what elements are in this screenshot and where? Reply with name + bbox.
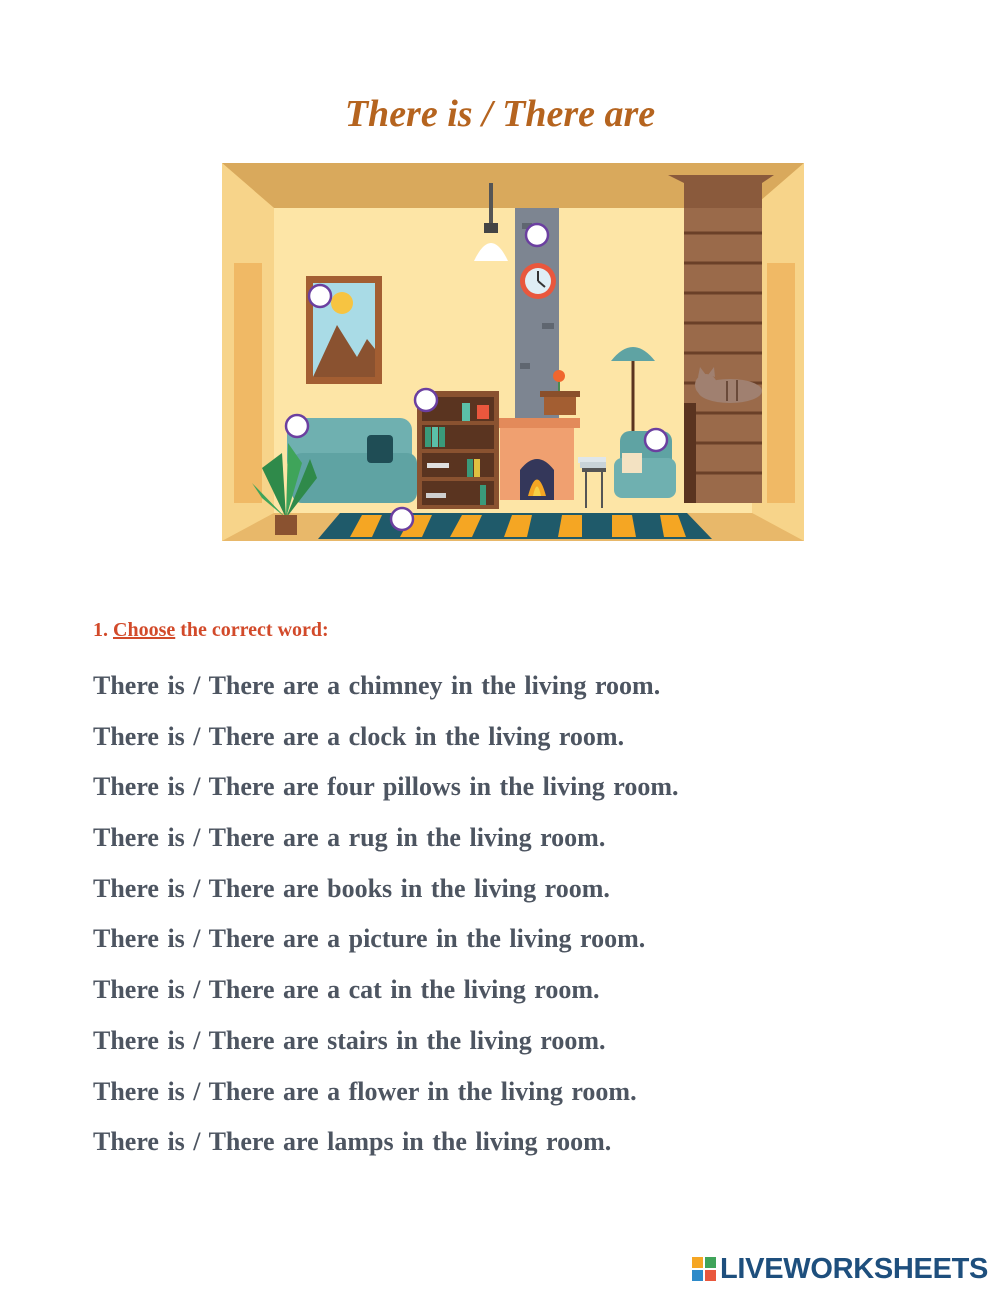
living-room-illustration bbox=[222, 163, 804, 541]
sentence-text: lamps in the living room. bbox=[327, 1127, 612, 1157]
sentence-row bbox=[93, 664, 679, 715]
instruction-text: the correct word: bbox=[175, 619, 329, 641]
option-separator: / bbox=[193, 1127, 201, 1157]
option-separator: / bbox=[193, 975, 201, 1005]
option-there-is[interactable]: There is bbox=[93, 924, 185, 954]
sentence-row bbox=[93, 765, 679, 816]
option-there-are[interactable]: There are bbox=[208, 873, 319, 903]
sentence-row bbox=[93, 715, 679, 766]
sentence-list bbox=[93, 664, 679, 1171]
option-separator: / bbox=[193, 1076, 201, 1106]
sentence-text: a clock in the living room. bbox=[327, 721, 625, 751]
instruction-underlined-word: Choose bbox=[113, 619, 176, 641]
option-there-is[interactable]: There is bbox=[93, 1127, 185, 1157]
sentence-row bbox=[93, 1070, 679, 1121]
sentence-row bbox=[93, 1120, 679, 1171]
sentence-text: four pillows in the living room. bbox=[327, 772, 679, 802]
option-there-are[interactable]: There are bbox=[208, 1076, 319, 1106]
worksheet-title: There is / There are bbox=[344, 93, 656, 135]
instruction-number: 1. bbox=[93, 619, 108, 641]
option-there-are[interactable]: There are bbox=[208, 823, 319, 853]
option-there-is[interactable]: There is bbox=[93, 873, 185, 903]
option-there-is[interactable]: There is bbox=[93, 721, 185, 751]
sentence-text: a picture in the living room. bbox=[327, 924, 646, 954]
option-there-are[interactable]: There are bbox=[208, 772, 319, 802]
option-there-is[interactable]: There is bbox=[93, 772, 185, 802]
answer-hotspot-6[interactable] bbox=[391, 508, 413, 530]
sentence-text: stairs in the living room. bbox=[327, 1025, 606, 1055]
option-separator: / bbox=[193, 873, 201, 903]
option-separator: / bbox=[193, 823, 201, 853]
sentence-text: a rug in the living room. bbox=[327, 823, 606, 853]
option-there-are[interactable]: There are bbox=[208, 721, 319, 751]
answer-hotspot-5[interactable] bbox=[645, 429, 667, 451]
option-there-are[interactable]: There are bbox=[208, 1025, 319, 1055]
sentence-row bbox=[93, 968, 679, 1019]
answer-hotspot-3[interactable] bbox=[415, 389, 437, 411]
sentence-text: a cat in the living room. bbox=[327, 975, 600, 1005]
option-there-is[interactable]: There is bbox=[93, 1076, 185, 1106]
option-separator: / bbox=[193, 671, 201, 700]
sentence-row bbox=[93, 917, 679, 968]
option-there-are[interactable]: There are bbox=[208, 671, 319, 700]
option-there-is[interactable]: There is bbox=[93, 823, 185, 853]
liveworksheets-logo[interactable] bbox=[692, 1252, 988, 1286]
option-there-are[interactable]: There are bbox=[208, 924, 319, 954]
clock bbox=[520, 263, 556, 299]
logo-text: LIVEWORKSHEETS bbox=[720, 1252, 989, 1285]
sentence-text: a chimney in the living room. bbox=[327, 671, 661, 700]
answer-hotspot-2[interactable] bbox=[309, 285, 331, 307]
option-there-is[interactable]: There is bbox=[93, 975, 185, 1005]
option-separator: / bbox=[193, 924, 201, 954]
instruction-heading bbox=[93, 619, 329, 642]
option-separator: / bbox=[193, 1025, 201, 1055]
answer-hotspot-1[interactable] bbox=[526, 224, 548, 246]
option-there-are[interactable]: There are bbox=[208, 975, 319, 1005]
answer-hotspot-4[interactable] bbox=[286, 415, 308, 437]
option-there-is[interactable]: There is bbox=[93, 1025, 185, 1055]
sentence-row bbox=[93, 816, 679, 867]
sentence-row bbox=[93, 867, 679, 918]
option-separator: / bbox=[193, 772, 201, 802]
liveworksheets-logo-icon bbox=[692, 1257, 716, 1281]
rug bbox=[318, 513, 712, 539]
option-there-is[interactable]: There is bbox=[93, 671, 185, 700]
sentence-text: books in the living room. bbox=[327, 873, 610, 903]
sentence-text: a flower in the living room. bbox=[327, 1076, 637, 1106]
sentence-row bbox=[93, 1019, 679, 1070]
option-there-are[interactable]: There are bbox=[208, 1127, 319, 1157]
option-separator: / bbox=[193, 721, 201, 751]
